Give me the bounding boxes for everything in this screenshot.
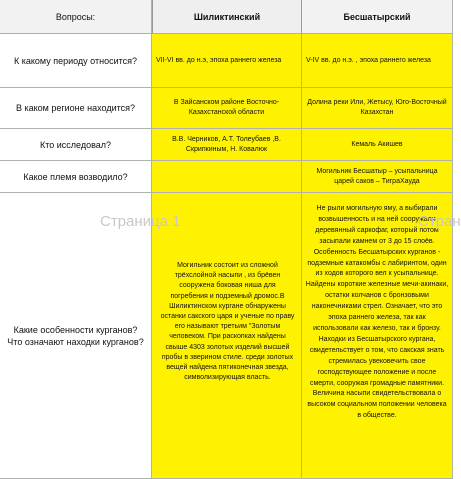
cell-region-col2[interactable]: [302, 88, 453, 129]
header-col1-selected[interactable]: [152, 0, 302, 34]
question-period[interactable]: [0, 34, 152, 88]
cell-features-col2[interactable]: [302, 193, 453, 479]
question-features[interactable]: [0, 193, 152, 479]
cell-features-col1[interactable]: [152, 193, 302, 479]
cell-tribe-col1[interactable]: [152, 161, 302, 193]
cell-region-col1[interactable]: [152, 88, 302, 129]
question-researcher[interactable]: [0, 129, 152, 161]
cell-period-col2-text: V-IV вв. до н.э. , эпоха раннего железа: [306, 56, 431, 64]
question-period-text: К какому периоду относится?: [13, 55, 138, 66]
cell-researcher-col2[interactable]: [302, 129, 453, 161]
header-col1-label: Шиликтинский: [193, 11, 261, 22]
header-col2[interactable]: [302, 0, 453, 34]
cell-tribe-col2[interactable]: [302, 161, 453, 193]
question-region[interactable]: [0, 88, 152, 129]
question-tribe[interactable]: [0, 161, 152, 193]
cell-period-col1-text: VII-VI вв. до н.э, эпоха раннего железа: [156, 56, 282, 64]
cell-period-col1[interactable]: [152, 34, 302, 88]
cell-researcher-col1[interactable]: [152, 129, 302, 161]
page-watermark-1: Страница 1: [100, 213, 181, 230]
question-region-text: В каком регионе находится?: [15, 103, 136, 113]
cell-researcher-col2-text: Кемаль Акишев: [351, 140, 403, 148]
cell-researcher-col1-text: В.В. Черников, А.Т. Толеубаев ,В. Скрипкиным, Н. Ковалюк: [172, 135, 281, 153]
question-tribe-text: Какое племя возводило?: [23, 171, 128, 182]
cell-tribe-col2-text: Могильник Бесшатыр – усыпальница царей саков – ТиграХауда: [316, 167, 438, 185]
cell-features-col1-text: Могильник состоит из сложной трёхслойной насыпи , из брёвен сооружена боковая ниша для погребения и подземный дромос.В Шиликтинском кургане обнаружены останки сакского царя и ученые по праву его называют третьим "Золотым человеком. При раскопках найдены свыше 4303 золотых изделий высшей пробы в зверином стиле. среди золотых вещей найдена пятиконечная звезда, символизирующая власть.: [160, 262, 295, 382]
page-watermark-2: Стран: [418, 213, 461, 230]
cell-period-col2[interactable]: [302, 34, 453, 88]
header-col2-label: Бесшатырский: [343, 11, 411, 22]
question-features-text: Какие особенности курганов? Что означают находки курганов?: [7, 324, 144, 347]
cell-region-col1-text: В Зайсанском районе Восточно-Казахстанской области: [173, 99, 280, 116]
header-questions-label: Вопросы:: [55, 11, 96, 22]
question-researcher-text: Кто исследовал?: [39, 139, 112, 150]
header-questions[interactable]: [0, 0, 152, 34]
cell-features-col2-text: Не рыли могильную яму, а выбирали возвышенность и на ней сооружали деревянный саркофаг, который потом засыпали камнем от 3 до 15 слоёв. Особенность Бесшатырских курганов - подземные катакомбы с лабиринтом, один из ходов которого вел к усыпальнице. Найдены короткие железные мечи-акинаки, остатки колчанов с бронзовыми наконечниками стрел. Означает, что это эпоха раннего железа, так как использовали как железо, так и бронзу. Находки из Бесшатырского кургана, свидетельствует о том, что сакская знать стремилась увековечить свое господствующее положение и после смерти, сооружая громадные памятники. Величина насыпи свидетельствовала о высоком социальном положении человека в обществе.: [305, 205, 449, 420]
cell-region-col2-text: Долина реки Или, Жетысу, Юго-Восточный Казахстан: [307, 99, 447, 116]
